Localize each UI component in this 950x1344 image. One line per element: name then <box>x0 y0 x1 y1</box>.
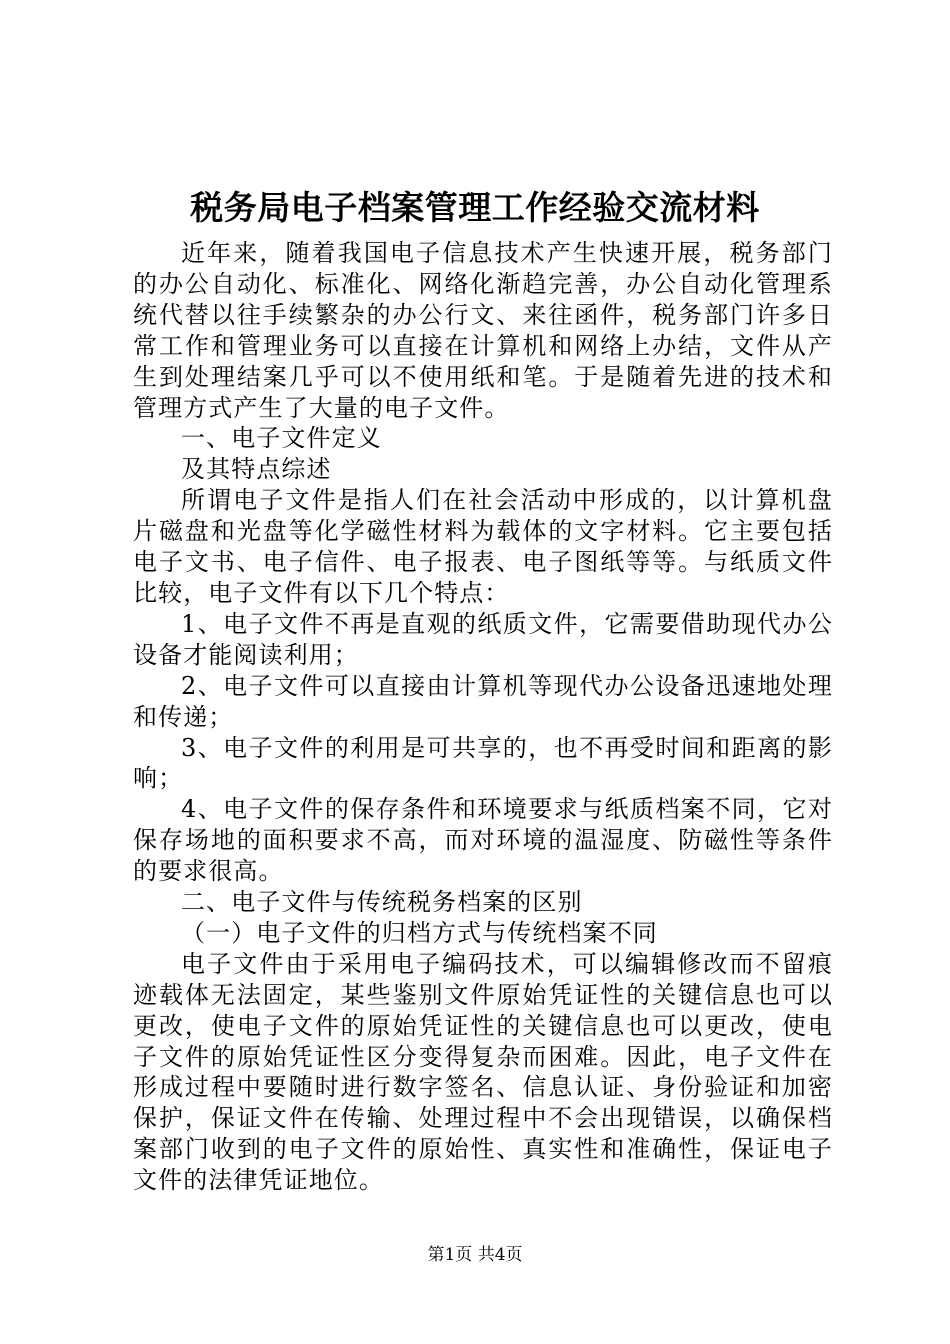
page-footer: 第1页 共4页 <box>427 1245 523 1265</box>
document-body <box>133 238 833 1196</box>
list-item-1: 1、电子文件不再是直观的纸质文件，它需要借助现代办公设备才能阅读利用； <box>133 609 833 669</box>
paragraph-intro: 近年来，随着我国电子信息技术产生快速开展，税务部门的办公自动化、标准化、网络化渐趋完善，办公自动化管理系统代替以往手续繁杂的办公行文、来往函件，税务部门许多日常工作和管理业务可以直接在计算机和网络上办结，文件从产生到处理结案几乎可以不使用纸和笔。于是随着先进的技术和管理方式产生了大量的电子文件。 <box>133 239 833 422</box>
section-heading-1: 一、电子文件定义 <box>181 424 382 453</box>
subsection-heading-2-1: （一）电子文件的归档方式与传统档案不同 <box>181 918 658 947</box>
paragraph-archiving: 电子文件由于采用电子编码技术，可以编辑修改而不留痕迹载体无法固定，某些鉴别文件原始凭证性的关键信息也可以更改，使电子文件的原始凭证性的关键信息也可以更改，使电子文件的原始凭证性区分变得复杂而困难。因此，电子文件在形成过程中要随时进行数字签名、信息认证、身份验证和加密保护，保证文件在传输、处理过程中不会出现错误，以确保档案部门收到的电子文件的原始性、真实性和准确性，保证电子文件的法律凭证地位。 <box>133 949 833 1195</box>
paragraph-definition: 所谓电子文件是指人们在社会活动中形成的，以计算机盘片磁盘和光盘等化学磁性材料为载体的文字材料。它主要包括电子文书、电子信件、电子报表、电子图纸等等。与纸质文件比较，电子文件有以下几个特点： <box>133 486 833 607</box>
section-heading-2: 二、电子文件与传统税务档案的区别 <box>181 888 583 917</box>
document-title: 税务局电子档案管理工作经验交流材料 <box>190 188 760 227</box>
list-item-4: 4、电子文件的保存条件和环境要求与纸质档案不同，它对保存场地的面积要求不高，而对环境的温湿度、防磁性等条件的要求很高。 <box>133 795 833 886</box>
list-item-2: 2、电子文件可以直接由计算机等现代办公设备迅速地处理和传递； <box>133 671 833 731</box>
list-item-3: 3、电子文件的利用是可共享的，也不再受时间和距离的影响； <box>133 733 833 793</box>
section-heading-1-cont: 及其特点综述 <box>181 455 332 484</box>
